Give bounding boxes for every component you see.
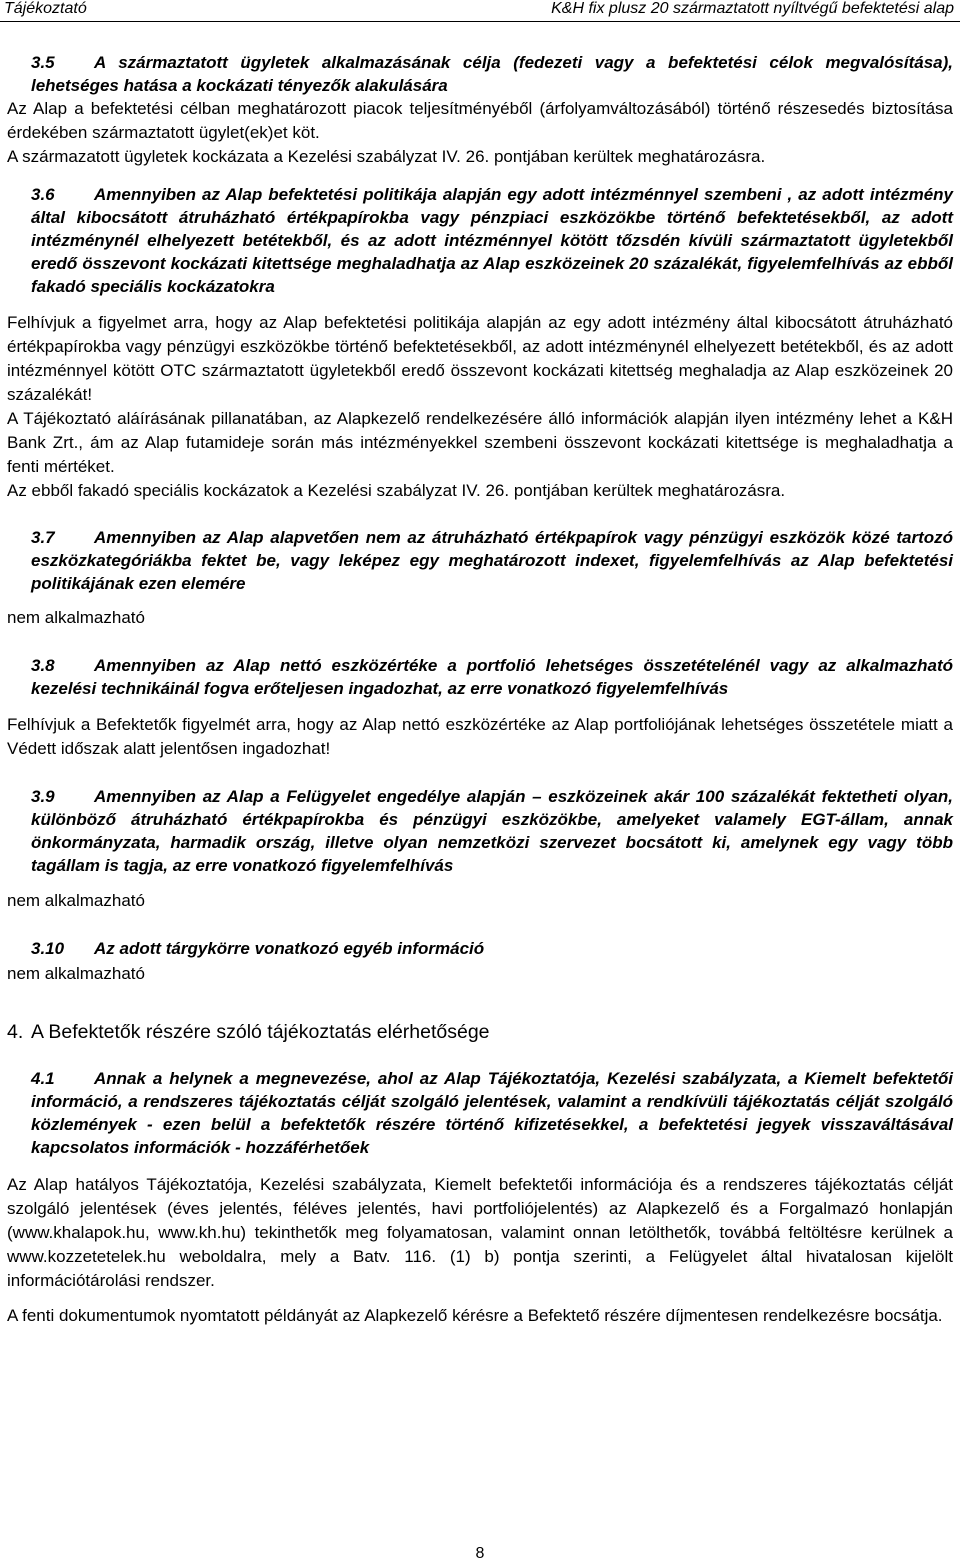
section-title: Annak a helynek a megnevezése, ahol az Alap Tájékoztatója, Kezelési szabályzata, a Kiemelt befektetői információ, a rendszeres tájékoztatás célját szolgáló jelentések, valamint a rendkívüli tájékoztatás célját szolgáló közlemények - ezen belül a befektetők részére történő kifizetésekkel, a befektetési jegyek visszaváltásával kapcsolatos információk - hozzáférhetőek xyxy=(31,1069,953,1157)
section-3-6-heading xyxy=(7,183,953,298)
document-body xyxy=(7,51,953,1328)
section-3-5-paragraph-1: Az Alap a befektetési célban meghatározott piacok teljesítményéből (árfolyamváltozásából) történő részesedés biztosítása érdekében származtatott ügylet(ek)et köt. xyxy=(7,99,953,142)
section-number: 3.9 xyxy=(31,787,55,806)
section-3-5-heading xyxy=(7,51,953,97)
section-3-6-paragraph-1: Felhívjuk a figyelmet arra, hogy az Alap befektetési politikája alapján az egy adott intézmény által kibocsátott átruházható értékpapírokba vagy pénzügyi eszközökbe történő befektetésekből, az adott intézménynél elhelyezett betétekből, és az adott intézménnyel kötött OTC származtatott ügyletekből eredő összevont kockázati kitettség meghaladja az Alap eszközeinek 20 százalékát! xyxy=(7,313,953,404)
section-4-1-heading xyxy=(7,1067,953,1159)
chapter-number: 4. xyxy=(7,1021,24,1043)
page-number: 8 xyxy=(475,1545,485,1562)
section-title: Amennyiben az Alap alapvetően nem az átruházható értékpapírok vagy pénzügyi eszközök közé tartozó eszközkategóriákba fektet be, vagy leképez egy meghatározott indexet, figyelemfelhívás az Alap befektetési politikájának ezen elemére xyxy=(31,528,953,593)
section-number: 3.10 xyxy=(31,939,65,958)
section-title: Amennyiben az Alap nettó eszközértéke a portfolió lehetséges összetételénél vagy az alkalmazható kezelési technikáinál fogva erőteljesen ingadozhat, az erre vonatkozó figyelemfelhívás xyxy=(31,656,953,698)
section-3-7-body: nem alkalmazható xyxy=(7,608,145,627)
section-3-8-body: Felhívjuk a Befektetők figyelmét arra, hogy az Alap nettó eszközértéke az Alap portfoliójának lehetséges összetétele miatt a Védett időszak alatt jelentősen ingadozhat! xyxy=(7,715,953,758)
section-3-6-paragraph-2: A Tájékoztató aláírásának pillanatában, az Alapkezelő rendelkezésére álló információk alapján ilyen intézmény lehet a K&H Bank Zrt., ám az Alap futamideje során más intézményekkel szembeni összevont kockázati kitettsége is meghaladhatja a fenti mértéket. xyxy=(7,409,953,476)
page-header xyxy=(0,0,960,20)
section-3-9-heading xyxy=(7,785,953,877)
section-number: 3.6 xyxy=(31,185,55,204)
section-number: 4.1 xyxy=(31,1069,55,1088)
chapter-4-heading xyxy=(7,1019,953,1045)
section-number: 3.5 xyxy=(31,53,55,72)
header-left-title: Tájékoztató xyxy=(4,0,87,17)
section-3-10-body: nem alkalmazható xyxy=(7,964,145,983)
header-right-title: K&H fix plusz 20 származtatott nyíltvégű befektetési alap xyxy=(551,0,954,17)
section-number: 3.7 xyxy=(31,528,55,547)
chapter-title: A Befektetők részére szóló tájékoztatás elérhetősége xyxy=(31,1021,490,1043)
section-3-9-body: nem alkalmazható xyxy=(7,891,145,910)
section-number: 3.8 xyxy=(31,656,55,675)
section-4-1-paragraph-2: A fenti dokumentumok nyomtatott példányát az Alapkezelő kérésre a Befektető részére díjmentesen rendelkezésre bocsátja. xyxy=(7,1306,943,1325)
section-3-6-paragraph-3: Az ebből fakadó speciális kockázatok a Kezelési szabályzat IV. 26. pontjában kerültek meghatározásra. xyxy=(7,481,786,500)
section-title: A származtatott ügyletek alkalmazásának célja (fedezeti vagy a befektetési célok megvalósítása), lehetséges hatása a kockázati tényezők alakulására xyxy=(31,53,953,95)
section-4-1-paragraph-1: Az Alap hatályos Tájékoztatója, Kezelési szabályzata, Kiemelt befektetői információja és a rendszeres tájékoztatás célját szolgáló jelentések (éves jelentés, féléves jelentés, havi portfoliójelentés) az Alapkezelő és a Forgalmazó honlapján (www.khalapok.hu, www.kh.hu) tekinthetők meg folyamatosan, valamint onnan letölthetők, továbbá feltöltésre kerülnek a www.kozzetetelek.hu weboldalra, mely a Batv. 116. (1) b) pontja szerinti, a Felügyelet által hivatalosan kijelölt információtárolási rendszer. xyxy=(7,1175,953,1290)
section-title: Az adott tárgykörre vonatkozó egyéb információ xyxy=(94,939,485,958)
section-3-10-heading xyxy=(7,937,953,960)
section-title: Amennyiben az Alap befektetési politikája alapján egy adott intézménnyel szembeni , az adott intézmény által kibocsátott átruházható értékpapírokba vagy pénzpiaci eszközökbe történő befektetésekből, az adott intézménynél elhelyezett betétekből, és az adott intézménnyel kötött tőzsdén kívüli származtatott ügyletekből eredő összevont kockázati kitettsége meghaladhatja az Alap eszközeinek 20 százalékát, figyelemfelhívás az ebből fakadó speciális kockázatokra xyxy=(31,185,953,296)
section-title: Amennyiben az Alap a Felügyelet engedélye alapján – eszközeinek akár 100 százalékát fektetheti olyan, különböző átruházható értékpapírokba és pénzügyi eszközökbe, amelyeket valamely EGT-állam, annak önkormányzata, harmadik ország, illetve olyan nemzetközi szervezet bocsátott ki, amelynek egy vagy több tagállam is tagja, az erre vonatkozó figyelemfelhívás xyxy=(31,787,953,875)
section-3-8-heading xyxy=(7,654,953,700)
section-3-5-paragraph-2: A származatott ügyletek kockázata a Kezelési szabályzat IV. 26. pontjában kerültek meghatározásra. xyxy=(7,147,766,166)
header-rule xyxy=(0,21,960,22)
section-3-7-heading xyxy=(7,526,953,595)
